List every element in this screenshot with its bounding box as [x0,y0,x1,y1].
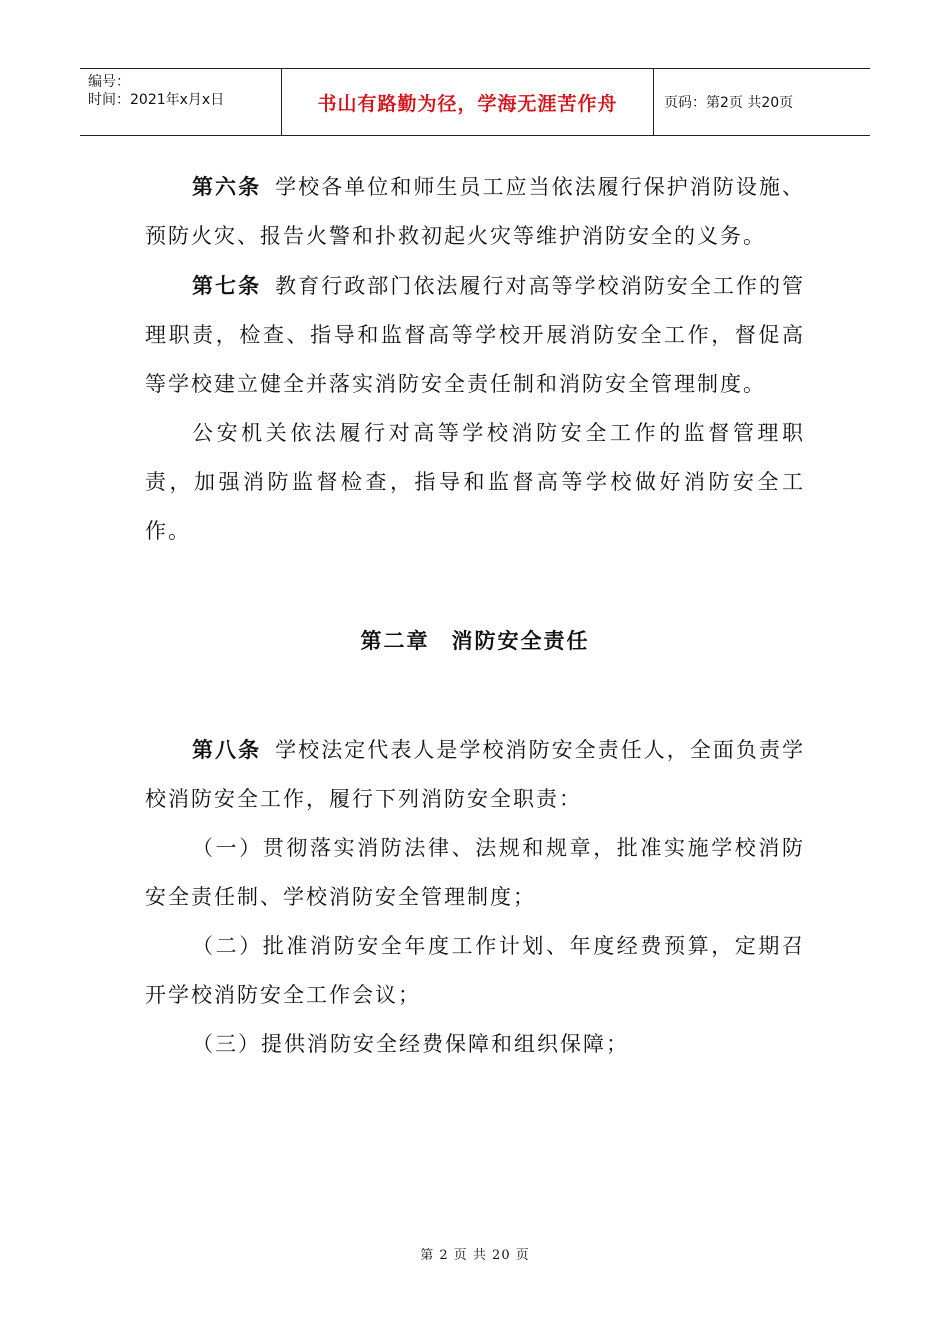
article-6 [145,162,805,261]
list-item-3: （三）提供消防安全经费保障和组织保障； [192,1032,629,1056]
number-label: 编号： [88,74,130,90]
article-7-heading: 第七条 [192,273,262,298]
time-label: 时间：2021年x月x日 [88,92,225,108]
chapter-heading [145,616,805,665]
list-item-1: （一）贯彻落实消防法律、法规和规章，批准实施学校消防安全责任制、学校消防安全管理制度； [145,836,805,909]
page-footer: 第 2 页 共 20 页 [420,1248,530,1263]
header-page-number: 页码：第2页 共20页 [664,95,794,111]
article-6-text: 学校各单位和师生员工应当依法履行保护消防设施、预防火灾、报告火警和扑救初起火灾等维护消防安全的义务。 [145,175,806,248]
chapter-number: 第二章 [360,628,430,653]
article-8 [145,725,805,824]
chapter-title: 消防安全责任 [451,628,590,653]
list-item-2: （二）批准消防安全年度工作计划、年度经费预算，定期召开学校消防安全工作会议； [145,934,805,1007]
paragraph-police: 公安机关依法履行对高等学校消防安全工作的监督管理职责，加强消防监督检查，指导和监督高等学校做好消防安全工作。 [145,421,805,543]
page-header [80,68,870,136]
article-7-text: 教育行政部门依法履行对高等学校消防安全工作的管理职责，检查、指导和监督高等学校开展消防安全工作，督促高等学校建立健全并落实消防安全责任制和消防安全管理制度。 [145,274,806,396]
article-7 [145,261,805,409]
article-8-heading: 第八条 [192,737,262,762]
document-body [145,162,805,1069]
header-motto: 书山有路勤为径，学海无涯苦作舟 [282,69,654,135]
header-meta [80,69,282,135]
article-6-heading: 第六条 [192,174,262,199]
article-8-text: 学校法定代表人是学校消防安全责任人，全面负责学校消防安全工作，履行下列消防安全职责： [145,738,806,811]
